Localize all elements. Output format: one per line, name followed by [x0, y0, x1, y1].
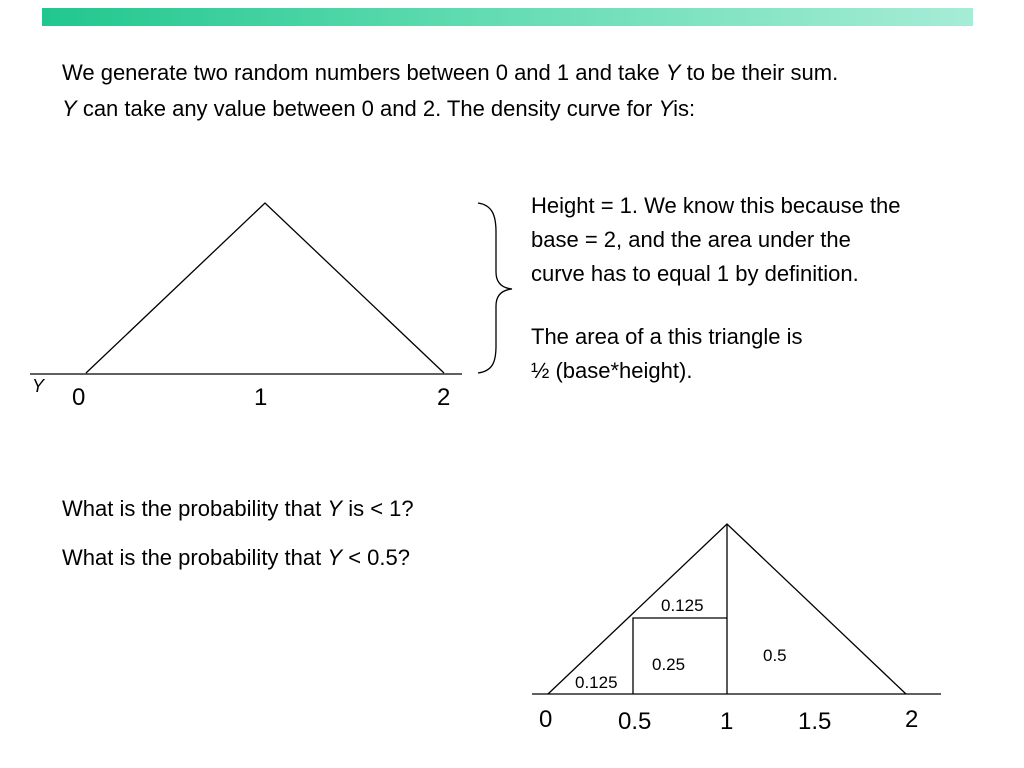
area-label-square: 0.25: [652, 655, 686, 674]
tick2-label-2: 2: [905, 706, 919, 733]
area-formula-note: The area of a this triangle is ½ (base*height).: [531, 324, 803, 383]
tick-label-1: 1: [254, 384, 268, 411]
area-breakdown-diagram: [532, 524, 941, 694]
tick2-label-1: 1: [720, 708, 734, 735]
tick-label-2: 2: [437, 384, 451, 411]
question-1: What is the probability that Y is < 1?: [62, 496, 414, 521]
tick-label-0: 0: [72, 384, 86, 411]
intro-line-1: We generate two random numbers between 0 and 1 and take Y to be their sum.: [62, 60, 839, 85]
area-label-right-half: 0.5: [763, 646, 787, 665]
question-2: What is the probability that Y < 0.5?: [62, 545, 410, 570]
tick2-label-0.5: 0.5: [618, 708, 652, 735]
intro-line-2: Y can take any value between 0 and 2. The density curve for Yis:: [62, 96, 696, 121]
area-label-upper-triangle: 0.125: [661, 596, 704, 615]
tick2-label-0: 0: [539, 706, 553, 733]
density-triangle-diagram: [30, 203, 462, 374]
tick2-label-1.5: 1.5: [798, 708, 832, 735]
curly-brace: [478, 203, 512, 373]
height-explanation: Height = 1. We know this because the base = 2, and the area under the curve has to equal 1 by definition.: [531, 193, 901, 286]
density-curve: [86, 203, 444, 373]
area-label-lower-triangle: 0.125: [575, 673, 618, 692]
axis-variable-label: Y: [32, 376, 45, 396]
